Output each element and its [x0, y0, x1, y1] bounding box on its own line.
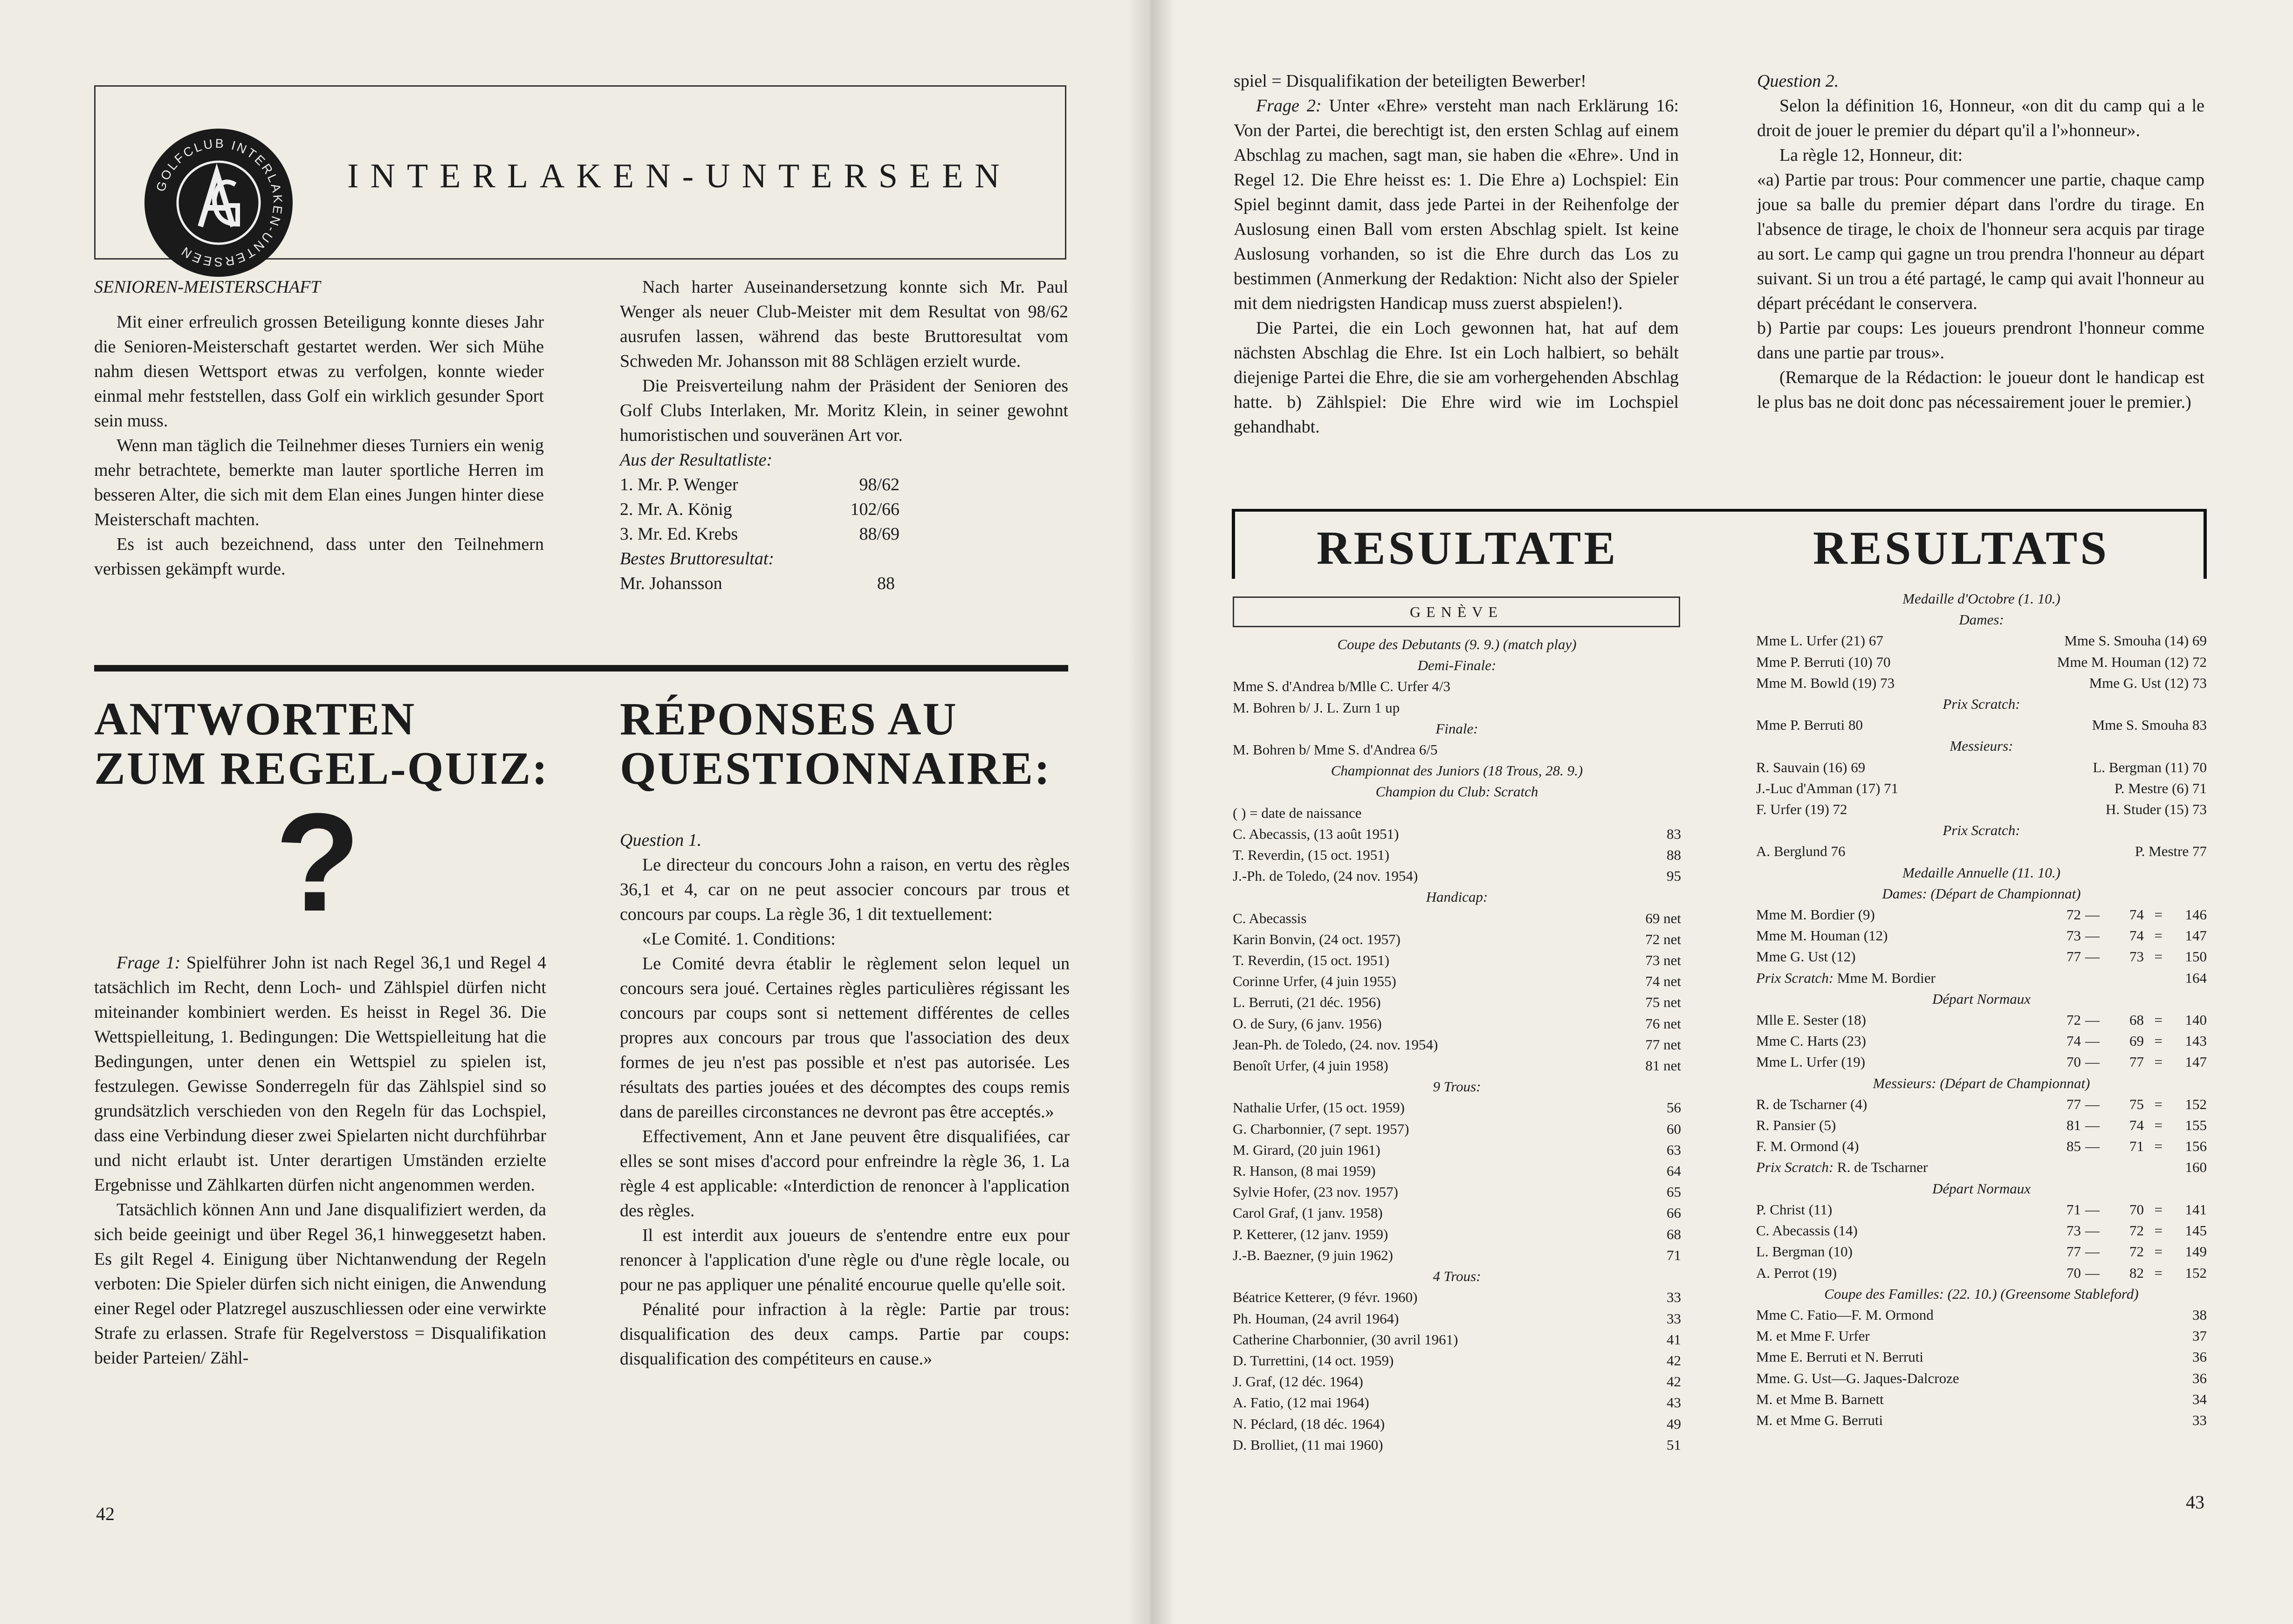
- result-row: R. Hanson, (8 mai 1959) 64: [1233, 1163, 1681, 1179]
- result-row: M. et Mme F. Urfer 37: [1756, 1328, 2207, 1344]
- result-row: Prix Scratch: R. de Tscharner 160: [1756, 1159, 2207, 1176]
- subheading: Dames: (Départ de Championnat): [1882, 885, 2081, 902]
- result-row: C. Abecassis (14) 73 — 72 = 145: [1756, 1222, 2207, 1239]
- result-row: Jean-Ph. de Toledo, (24. nov. 1954) 77 net: [1233, 1036, 1681, 1053]
- results-right-column: [1756, 588, 2207, 1431]
- subheading: Messieurs: (Départ de Championnat): [1873, 1075, 2090, 1091]
- result-row: Karin Bonvin, (24 oct. 1957) 72 net: [1233, 931, 1681, 947]
- result-row: Mme E. Berruti et N. Berruti 36: [1756, 1349, 2207, 1365]
- result-row: Catherine Charbonnier, (30 avril 1961) 41: [1233, 1331, 1681, 1348]
- result-row: D. Brolliet, (11 mai 1960) 51: [1233, 1436, 1681, 1453]
- result-row: C. Abecassis 69 net: [1233, 910, 1681, 926]
- result-line: M. Bohren b/ J. L. Zurn 1 up: [1233, 699, 1400, 716]
- subheading: Départ Normaux: [1932, 990, 2031, 1007]
- brutto-label: Bestes Bruttoresultat:: [620, 549, 775, 569]
- result-row: T. Reverdin, (15 oct. 1951) 73 net: [1233, 952, 1681, 969]
- result-row: Mme L. Urfer (19) 70 — 77 = 147: [1756, 1054, 2207, 1070]
- messieurs-list: [1756, 757, 2207, 820]
- result-row: Mme P. Berruti 80 Mme S. Smouha 83: [1756, 717, 2207, 733]
- familles-list: [1756, 1304, 2207, 1431]
- paragraph: Es ist auch bezeichnend, dass unter den Teilnehmern verbissen gekämpft wurde.: [94, 534, 544, 579]
- subheading: 9 Trous:: [1433, 1078, 1481, 1095]
- subheading: Prix Scratch:: [1943, 822, 2020, 839]
- paragraph: b) Partie par coups: Les joueurs prendront l'honneur comme dans une partie par trous».: [1757, 318, 2204, 363]
- result-row: J. Graf, (12 déc. 1964) 42: [1233, 1373, 1681, 1390]
- result-row: Mlle E. Sester (18) 72 — 68 = 140: [1756, 1012, 2207, 1028]
- club-header-box: [94, 85, 1066, 269]
- result-row: Ph. Houman, (24 avril 1964) 33: [1233, 1310, 1681, 1327]
- paragraph: Unter «Ehre» versteht man nach Erklärung 16: Von der Partei, die berechtigt ist, den ersten Schlag auf einem Abschlag zu machen, sagt man, sie haben die «Ehre». Und in Regel 12. Die Ehre heisst es: 1. Die Ehre a) Lochspiel: Ein Spiel beginnt damit, dass jede Partei in der Reihenfolge der Auslosung einen Ball vom ersten Abschlag spielt. Ist keine Auslosung vorhanden, so ist die Ehre durch das Los zu bestimmen (Anmerkung der Redaktion: Nicht also der Spieler mit dem niedrigsten Handicap muss zuerst abspielen!).: [1234, 96, 1679, 313]
- paragraph: spiel = Disqualifikation der beteiligten Bewerber!: [1234, 71, 1586, 91]
- club-title: INTERLAKEN-UNTERSEEN: [347, 157, 1011, 195]
- result-row: Mme C. Harts (23) 74 — 69 = 143: [1756, 1033, 2207, 1049]
- divider: [94, 665, 1068, 672]
- result-row: Mme M. Bordier (9) 72 — 74 = 146: [1756, 906, 2207, 923]
- paragraph: «Le Comité. 1. Conditions:: [642, 929, 836, 949]
- result-row: Mme G. Ust (12) 77 — 73 = 150: [1756, 948, 2207, 965]
- result-row: R. Sauvain (16) 69 L. Bergman (11) 70: [1756, 759, 2207, 775]
- paragraph: Wenn man täglich die Teilnehmer dieses Turniers ein wenig mehr betrachtete, bemerkte man lauter sportliche Herren im besseren Alter, die sich mit dem Elan eines Jungen hinter diese Meisterschaft machten.: [94, 436, 544, 529]
- note: ( ) = date de naissance: [1233, 804, 1362, 821]
- paragraph: Le Comité devra établir le règlement selon lequel un concours sera joué. Certaines règles particulières régissant les concours par coups sont si nettement différentes de celles propres aux concours par trous que l'association des deux formes de jeu n'est pas possible et n'est pas autorisée. Les résultats des parties jouées et des décomptes des coups remis dans de pareilles circonstances ne devront pas être acceptés.»: [620, 954, 1070, 1122]
- tournament-title: Medaille d'Octobre (1. 10.): [1902, 590, 2060, 607]
- paragraph: Le directeur du concours John a raison, en vertu des règles 36,1 et 4, car on ne peut associer concours par trous et concours par coups. La règle 36, 1 dit textuellement:: [620, 855, 1070, 924]
- result-row: 1. Mr. P. Wenger 98/62: [620, 475, 899, 494]
- nine-holes-list: [1233, 1097, 1681, 1266]
- tournament-title: Coupe des Debutants (9. 9.) (match play): [1337, 636, 1577, 652]
- question1-label: Question 1.: [620, 830, 702, 850]
- frage2-label: Frage 2:: [1256, 96, 1322, 116]
- result-row: Mme M. Houman (12) 73 — 74 = 147: [1756, 927, 2207, 944]
- result-row: R. Pansier (5) 81 — 74 = 155: [1756, 1117, 2207, 1134]
- result-row: L. Bergman (10) 77 — 72 = 149: [1756, 1243, 2207, 1260]
- result-row: J.-B. Baezner, (9 juin 1962) 71: [1233, 1247, 1681, 1263]
- question-mark: ?: [275, 784, 361, 940]
- golfclub-logo-icon: [144, 129, 293, 277]
- result-row: R. de Tscharner (4) 77 — 75 = 152: [1756, 1096, 2207, 1112]
- results-left-column: [1233, 634, 1681, 1455]
- result-row: Mme. G. Ust—G. Jaques-Dalcroze 36: [1756, 1370, 2207, 1386]
- de-answer-column: [94, 951, 546, 1370]
- geneve-box: GENÈVE: [1233, 596, 1680, 627]
- result-row: G. Charbonnier, (7 sept. 1957) 60: [1233, 1120, 1681, 1137]
- results-fr: RESULTATS: [1813, 522, 2110, 575]
- result-row: M. et Mme B. Barnett 34: [1756, 1391, 2207, 1407]
- subheading: Champion du Club: Scratch: [1375, 783, 1538, 800]
- annual-dames-list: [1756, 904, 2207, 967]
- result-row: Mme M. Bowld (19) 73 Mme G. Ust (12) 73: [1756, 674, 2207, 691]
- paragraph: Nach harter Auseinandersetzung konnte sich Mr. Paul Wenger als neuer Club-Meister mit dem Resultat von 98/62 ausrufen lassen, während das beste Bruttoresultat vom Schweden Mr. Johansson mit 88 Schlägen erzielt wurde.: [620, 277, 1068, 371]
- paragraph: Effectivement, Ann et Jane peuvent être disqualifiées, car elles se sont mises d'accord pour enfreindre la règle 36, 1. La règle 4 est applicable: «Interdiction de renoncer à l'application des règles.: [620, 1127, 1070, 1220]
- subheading: 4 Trous:: [1433, 1268, 1481, 1285]
- result-row: Corinne Urfer, (4 juin 1955) 74 net: [1233, 973, 1681, 990]
- result-line: M. Bohren b/ Mme S. d'Andrea 6/5: [1233, 741, 1438, 758]
- result-row: L. Berruti, (21 déc. 1956) 75 net: [1233, 994, 1681, 1011]
- result-line: Mme S. d'Andrea b/Mlle C. Urfer 4/3: [1233, 678, 1451, 695]
- result-row: O. de Sury, (6 janv. 1956) 76 net: [1233, 1015, 1681, 1032]
- paragraph: (Remarque de la Rédaction: le joueur dont le handicap est le plus bas ne doit donc pas nécessairement jouer le premier.): [1757, 368, 2204, 412]
- subheading: Dames:: [1959, 611, 2004, 628]
- paragraph: Die Preisverteilung nahm der Präsident der Senioren des Golf Clubs Interlaken, Mr. Moritz Klein, in seiner gewohnt humoristischen und souveränen Art vor.: [620, 376, 1068, 445]
- senior-championship-column: [94, 275, 544, 582]
- annual-normaux-messieurs-list: [1756, 1199, 2207, 1283]
- result-row: N. Péclard, (18 déc. 1964) 49: [1233, 1415, 1681, 1432]
- result-row: J.-Luc d'Amman (17) 71 P. Mestre (6) 71: [1756, 780, 2207, 796]
- book-gutter: [1128, 0, 1174, 1624]
- result-row: M. et Mme G. Berruti 33: [1756, 1412, 2207, 1428]
- result-row: Sylvie Hofer, (23 nov. 1957) 65: [1233, 1184, 1681, 1200]
- annual-normaux-list: [1756, 1009, 2207, 1073]
- heading-de: ANTWORTEN ZUM REGEL-QUIZ:: [94, 693, 549, 794]
- heading-fr: RÉPONSES AU QUESTIONNAIRE:: [620, 693, 1051, 794]
- result-row: Nathalie Urfer, (15 oct. 1959) 56: [1233, 1099, 1681, 1116]
- subheading: Handicap:: [1426, 889, 1488, 905]
- result-row: Mme P. Berruti (10) 70 Mme M. Houman (12) 72: [1756, 653, 2207, 670]
- subheading: Messieurs:: [1950, 738, 2013, 754]
- paragraph: Tatsächlich können Ann und Jane disqualifiziert werden, da sich beide geeinigt und über Regel 36,1 hinweggesetzt haben. Es gilt Regel 4. Einigung über Nichtanwendung der Regeln verboten: Die Spieler dürfen sich nicht einigen, die Anwendung einer Regel oder Platzregel auszuschliessen oder eine verwirkte Strafe zu erlassen. Strafe für Regelverstoss = Disqualifikation beider Parteien/ Zähl-: [94, 1200, 546, 1368]
- result-row: Mme C. Fatio—F. M. Ormond 38: [1756, 1306, 2207, 1323]
- paragraph: Il est interdit aux joueurs de s'entendre entre eux pour renoncer à l'application d'une règle ou d'une règle locale, ou pour ne pas appliquer une pénalité encourue quelle qu'elle soit.: [620, 1226, 1070, 1295]
- result-row: A. Perrot (19) 70 — 82 = 152: [1756, 1264, 2207, 1281]
- subheading: Demi-Finale:: [1417, 657, 1497, 674]
- resultlist-label: Aus der Resultatliste:: [620, 450, 773, 470]
- de-answer-column-2: [1234, 69, 1679, 439]
- page-number: 43: [2186, 1492, 2204, 1513]
- paragraph: La règle 12, Honneur, dit:: [1779, 145, 1963, 165]
- result-row: A. Fatio, (12 mai 1964) 43: [1233, 1394, 1681, 1411]
- subheading: Départ Normaux: [1932, 1180, 2031, 1197]
- result-row: M. Girard, (20 juin 1961) 63: [1233, 1141, 1681, 1158]
- results-de: RESULTATE: [1317, 522, 1619, 575]
- svg-text:GOLFCLUB INTERLAKEN-UNTERSEEN: GOLFCLUB INTERLAKEN-UNTERSEEN: [153, 136, 285, 269]
- annual-messieurs-list: [1756, 1094, 2207, 1157]
- tournament-title: Medaille Annuelle (11. 10.): [1902, 864, 2060, 881]
- result-row: Carol Graf, (1 janv. 1958) 66: [1233, 1205, 1681, 1221]
- subheading: Finale:: [1435, 720, 1478, 737]
- scratch-list: [1233, 823, 1681, 887]
- paragraph: Spielführer John ist nach Regel 36,1 und Regel 4 tatsächlich im Recht, denn Loch- und Zählspiel dürfen nicht miteinander kombiniert werden. Es heisst in Regel 36. Die Wettspielleitung, 1. Bedingungen: Die Wettspielleitung hat die Bedingungen, unter denen ein Wettspiel zu spielen ist, festzulegen. Gewisse Sonderregeln für das Zählspiel sind so grundsätzlich verschieden von den Regeln für das Lochspiel, dass eine Verbindung dieser zwei Spielarten nicht durchführbar und nicht erlaubt ist. Unter derartigen Umständen erzielte Ergebnisse und Zählkarten dürfen nicht angenommen werden.: [94, 953, 547, 1195]
- senior-results-column: [620, 275, 1068, 596]
- result-row: P. Christ (11) 71 — 70 = 141: [1756, 1201, 2207, 1218]
- dames-list: [1756, 630, 2207, 693]
- result-row: F. M. Ormond (4) 85 — 71 = 156: [1756, 1138, 2207, 1155]
- senior-heading: SENIOREN-MEISTERSCHAFT: [94, 277, 321, 297]
- paragraph: Mit einer erfreulich grossen Beteiligung konnte dieses Jahr die Senioren-Meisterschaft gestartet werden. Wer sich Mühe nahm diesen Wettsport etwas zu verfolgen, konnte wieder einmal mehr feststellen, dass Golf ein wirklich gesunder Sport sein muss.: [94, 312, 544, 431]
- left-page: [0, 0, 1146, 1624]
- result-row: 2. Mr. A. König 102/66: [620, 500, 899, 519]
- paragraph: Pénalité pour infraction à la règle: Partie par trous: disqualification des deux camps. Partie par coups: disqualification des compétiteurs en cause.»: [620, 1300, 1070, 1369]
- result-row: J.-Ph. de Toledo, (24 nov. 1954) 95: [1233, 868, 1681, 884]
- result-row: C. Abecassis, (13 août 1951) 83: [1233, 825, 1681, 842]
- results-banner: [1232, 509, 2207, 579]
- result-row: A. Berglund 76 P. Mestre 77: [1756, 843, 2207, 860]
- result-row: F. Urfer (19) 72 H. Studer (15) 73: [1756, 801, 2207, 818]
- tournament-title: Championnat des Juniors (18 Trous, 28. 9.): [1331, 762, 1583, 779]
- paragraph: Selon la définition 16, Honneur, «on dit du camp qui a le droit de jouer le premier du départ qu'il a l'»honneur».: [1757, 96, 2204, 140]
- result-row: Mr. Johansson 88: [620, 574, 895, 593]
- fr-answer-column-2: [1757, 69, 2204, 415]
- result-row: P. Ketterer, (12 janv. 1959) 68: [1233, 1226, 1681, 1242]
- result-row: Prix Scratch: Mme M. Bordier 164: [1756, 969, 2207, 986]
- paragraph: «a) Partie par trous: Pour commencer une partie, chaque camp joue sa balle du premier départ dans l'ordre du tirage. En l'absence de tirage, le choix de l'honneur sera acquis par tirage au sort. Le camp qui gagne un trou prendra l'honneur au départ suivant. Si un trou a été partagé, le camp qui avait l'honneur au départ précédant le conservera.: [1757, 170, 2204, 313]
- fr-answer-column: [620, 828, 1070, 1371]
- result-row: T. Reverdin, (15 oct. 1951) 88: [1233, 847, 1681, 863]
- result-row: Mme L. Urfer (21) 67 Mme S. Smouha (14) 69: [1756, 632, 2207, 649]
- question2-label: Question 2.: [1757, 71, 1839, 91]
- tournament-title: Coupe des Familles: (22. 10.) (Greensome Stableford): [1824, 1285, 2139, 1302]
- four-holes-list: [1233, 1287, 1681, 1455]
- page-number: 42: [96, 1503, 115, 1524]
- result-row: D. Turrettini, (14 oct. 1959) 42: [1233, 1352, 1681, 1369]
- result-row: Béatrice Ketterer, (9 févr. 1960) 33: [1233, 1289, 1681, 1306]
- frage1-label: Frage 1:: [117, 953, 181, 973]
- result-row: 3. Mr. Ed. Krebs 88/69: [620, 524, 899, 544]
- paragraph: Die Partei, die ein Loch gewonnen hat, hat auf dem nächsten Abschlag die Ehre. Ist ein Loch halbiert, so behält diejenige Partei die Ehre, die sie am vorhergehenden Abschlag hatte. b) Zählspiel: Die Ehre wird wie im Lochspiel gehandhabt.: [1234, 318, 1679, 437]
- subheading: Prix Scratch:: [1943, 696, 2020, 713]
- handicap-list: [1233, 908, 1681, 1076]
- result-row: Benoît Urfer, (4 juin 1958) 81 net: [1233, 1057, 1681, 1074]
